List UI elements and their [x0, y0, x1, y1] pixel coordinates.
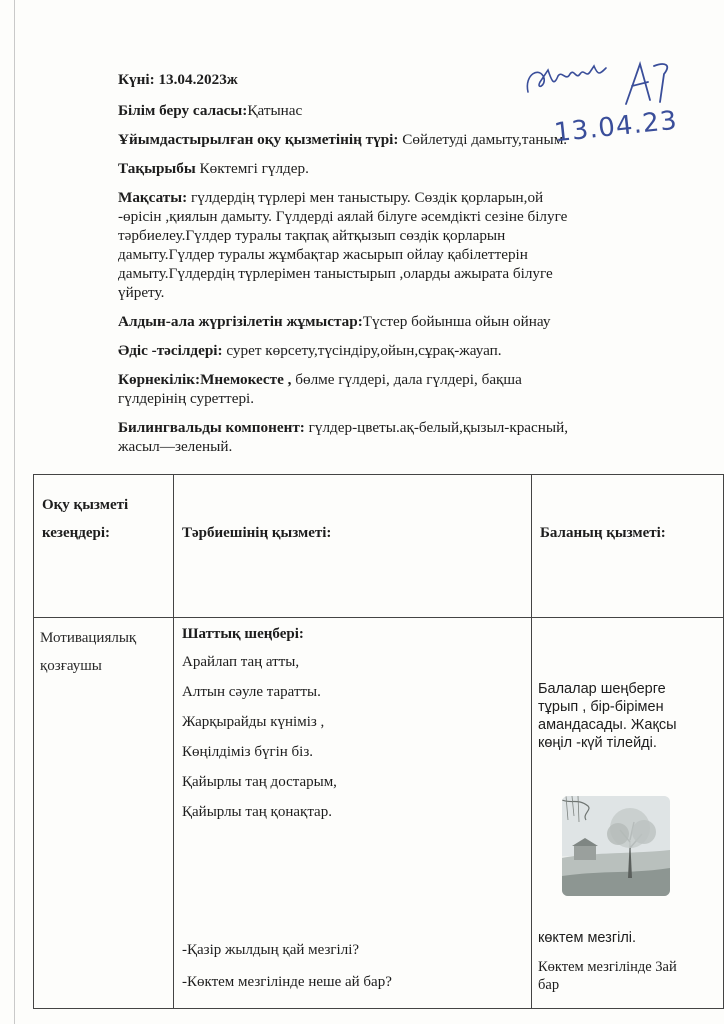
field-label: Білім беру саласы: [118, 102, 248, 119]
type-label: Ұйымдастырылған оқу қызметінің түрі: [118, 131, 399, 148]
poem-line-5: Қайырлы таң достарым, [182, 774, 337, 790]
activity-table [33, 474, 724, 1009]
bilingual-value: гүлдер-цветы.ақ-белый,қызыл-красный, жасыл—зеленый. [118, 419, 569, 455]
goal-value: гүлдердің түрлері мен таныстыру. Сөздік қорларын,ой -өрісін ,қиялын дамыту. Гүлдерді аялай білуге әсемдікті сезіне білуге тәрбиелеу.Гүлдер туралы тақпақ айтқызып сөздік қорларын дамыту.Гүлдер туралы жұмбақтар жасырып ойлау қабілеттерін дамыту.Гүлдердің түрлерімен таныстырып ,оларды ажырата білуге үйрету. [118, 189, 568, 301]
questions [182, 940, 392, 1004]
field-value: Қатынас [247, 102, 303, 119]
visual-label: Көрнекілік:Мнемокесте , [118, 371, 292, 388]
question-2: -Көктем мезгілінде неше ай бар? [182, 974, 392, 990]
poem-line-1: Арайлап таң атты, [182, 654, 300, 670]
poem-line-4: Көңілдіміз бүгін біз. [182, 744, 314, 760]
date-value: 13.04.2023ж [158, 71, 238, 88]
topic-value: Көктемгі гүлдер. [195, 160, 309, 177]
sheet-edge-line [14, 0, 15, 1024]
poem-line-6: Қайырлы таң қонақтар. [182, 804, 332, 820]
tree-landscape-icon [562, 796, 670, 896]
stage-cell [34, 618, 174, 1009]
methods-line [118, 341, 588, 360]
spring-landscape-image [562, 796, 670, 896]
prep-label: Алдын-ала жүргізілетін жұмыстар: [118, 313, 363, 330]
signature-icon [514, 52, 694, 112]
answer-2: Көктем мезгілінде 3ай бар [538, 959, 677, 993]
visual-line [118, 370, 588, 408]
bilingual-line [118, 418, 588, 456]
type-value: Сөйлетуді дамыту,таным. [398, 131, 568, 148]
methods-label: Әдіс -тәсілдері: [118, 342, 223, 359]
header-teacher: Тәрбиешінің қызметі: [174, 475, 532, 618]
question-1: -Қазір жылдың қай мезгілі? [182, 942, 360, 958]
prep-value: Түстер бойынша ойын ойнау [362, 313, 551, 330]
answer-1: көктем мезгілі. [538, 930, 637, 946]
approval-date: 13.04.23 [552, 105, 680, 149]
stage-text: Мотивациялық қозғаушы [40, 630, 137, 674]
table-row [34, 618, 724, 1009]
table-header-row [34, 475, 724, 618]
circle-title: Шаттық шеңбері: [182, 626, 304, 642]
child-activity-text: Балалар шеңберге тұрып , бір-бірімен амандасады. Жақсы көңіл -күй тілейді. [538, 681, 677, 751]
methods-value: сурет көрсету,түсіндіру,ойын,сұрақ-жауап. [222, 342, 502, 359]
header-stages: Оқу қызметі кезеңдері: [34, 475, 174, 618]
bilingual-label: Билингвальды компонент: [118, 419, 305, 436]
goal-label: Мақсаты: [118, 189, 188, 206]
child-cell [532, 618, 724, 1009]
prep-line [118, 312, 588, 331]
poem-line-3: Жарқырайды күніміз , [182, 714, 325, 730]
teacher-cell [174, 618, 532, 1009]
goal-line [118, 188, 588, 302]
approval-signature [514, 52, 694, 162]
poem-line-2: Алтын сәуле таратты. [182, 684, 321, 700]
visual-value: бөлме гүлдері, дала гүлдері, бақша гүлдерінің суреттері. [118, 371, 522, 407]
date-label: Күні: [118, 71, 155, 88]
topic-label: Тақырыбы [118, 160, 196, 177]
header-child: Баланың қызметі: [532, 475, 724, 618]
